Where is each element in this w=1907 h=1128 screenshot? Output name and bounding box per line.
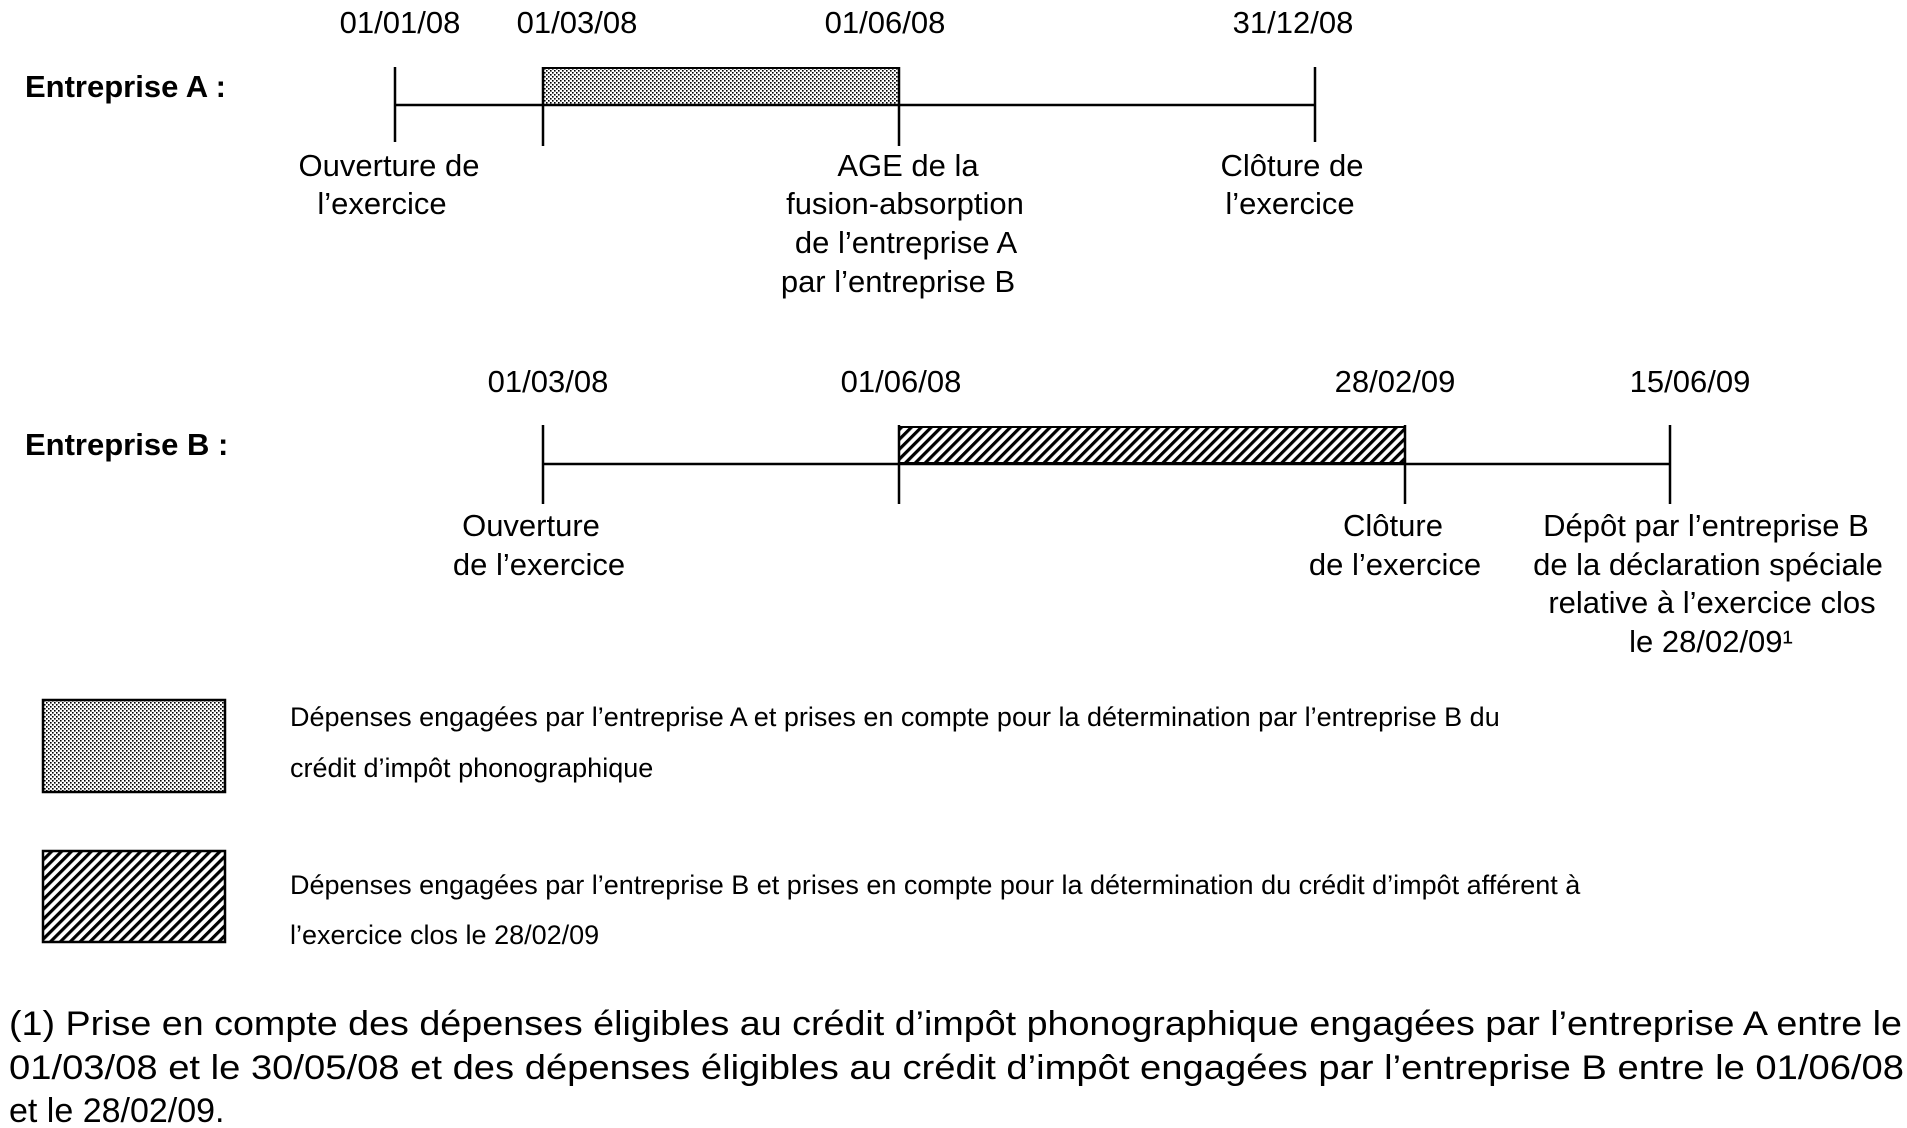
timeline-b-caption-close-1: Clôture: [1343, 508, 1443, 543]
timeline-a-caption-age-2: fusion-absorption: [786, 186, 1024, 221]
footnote-line-1: (1) Prise en compte des dépenses éligibles au crédit d’impôt phonographique engagées par l’entreprise A entre le: [9, 1005, 1902, 1043]
legend-dotted-text-1: Dépenses engagées par l’entreprise A et prises en compte pour la détermination par l’entreprise B du: [290, 702, 1500, 732]
timeline-b-date-close: 28/02/09: [1334, 364, 1456, 399]
timeline-b-caption-filing-2: de la déclaration spéciale: [1533, 547, 1883, 582]
timeline-a-date-start: 01/01/08: [339, 5, 461, 40]
timeline-a-caption-open-2: l’exercice: [317, 186, 447, 221]
timeline-b-label: Entreprise B :: [25, 427, 229, 462]
timeline-a-date-age: 01/06/08: [824, 5, 946, 40]
legend-hatched-text-2: l’exercice clos le 28/02/09: [290, 920, 600, 950]
timeline-a-caption-age-1: AGE de la: [837, 148, 979, 183]
timeline-b-caption-filing-1: Dépôt par l’entreprise B: [1543, 508, 1869, 543]
footnote-line-3: et le 28/02/09.: [9, 1092, 225, 1128]
timeline-b-date-start: 01/03/08: [487, 364, 609, 399]
timeline-b-caption-open-1: Ouverture: [462, 508, 600, 543]
timeline-a-caption-age-3: de l’entreprise A: [794, 225, 1018, 260]
legend-dotted-swatch: [43, 700, 225, 792]
timeline-a-label: Entreprise A :: [25, 69, 226, 104]
timeline-a-caption-age-4: par l’entreprise B: [780, 264, 1016, 299]
timeline-a-caption-open-1: Ouverture de: [298, 148, 480, 183]
footnote: [9, 1005, 1904, 1128]
timeline-a: [25, 5, 1364, 299]
legend-dotted-text-2: crédit d’impôt phonographique: [290, 753, 654, 783]
legend-hatched-swatch: [43, 851, 225, 942]
timeline-b-caption-close-2: de l’exercice: [1308, 547, 1482, 582]
timeline-b-caption-open-2: de l’exercice: [452, 547, 626, 582]
timeline-a-caption-close-2: l’exercice: [1225, 186, 1355, 221]
timeline-b-date-merger: 01/06/08: [840, 364, 962, 399]
timeline-b-date-filing: 15/06/09: [1629, 364, 1751, 399]
timeline-a-date-merger-effect: 01/03/08: [516, 5, 638, 40]
timeline-b: [25, 364, 1883, 659]
legend: [43, 700, 1581, 950]
timeline-b-caption-filing-4: le 28/02/09¹: [1629, 624, 1793, 659]
legend-hatched-text-1: Dépenses engagées par l’entreprise B et prises en compte pour la détermination du crédit d’impôt afférent à: [290, 870, 1581, 900]
timeline-a-dotted-period: [543, 68, 899, 105]
timeline-a-caption-close-1: Clôture de: [1220, 148, 1364, 183]
footnote-line-2: 01/03/08 et le 30/05/08 et des dépenses éligibles au crédit d’impôt engagées par l’entreprise B entre le 01/06/08: [9, 1049, 1904, 1087]
timeline-b-hatched-period: [899, 427, 1405, 463]
timeline-b-caption-filing-3: relative à l’exercice clos: [1548, 585, 1876, 620]
timeline-a-date-end: 31/12/08: [1232, 5, 1354, 40]
